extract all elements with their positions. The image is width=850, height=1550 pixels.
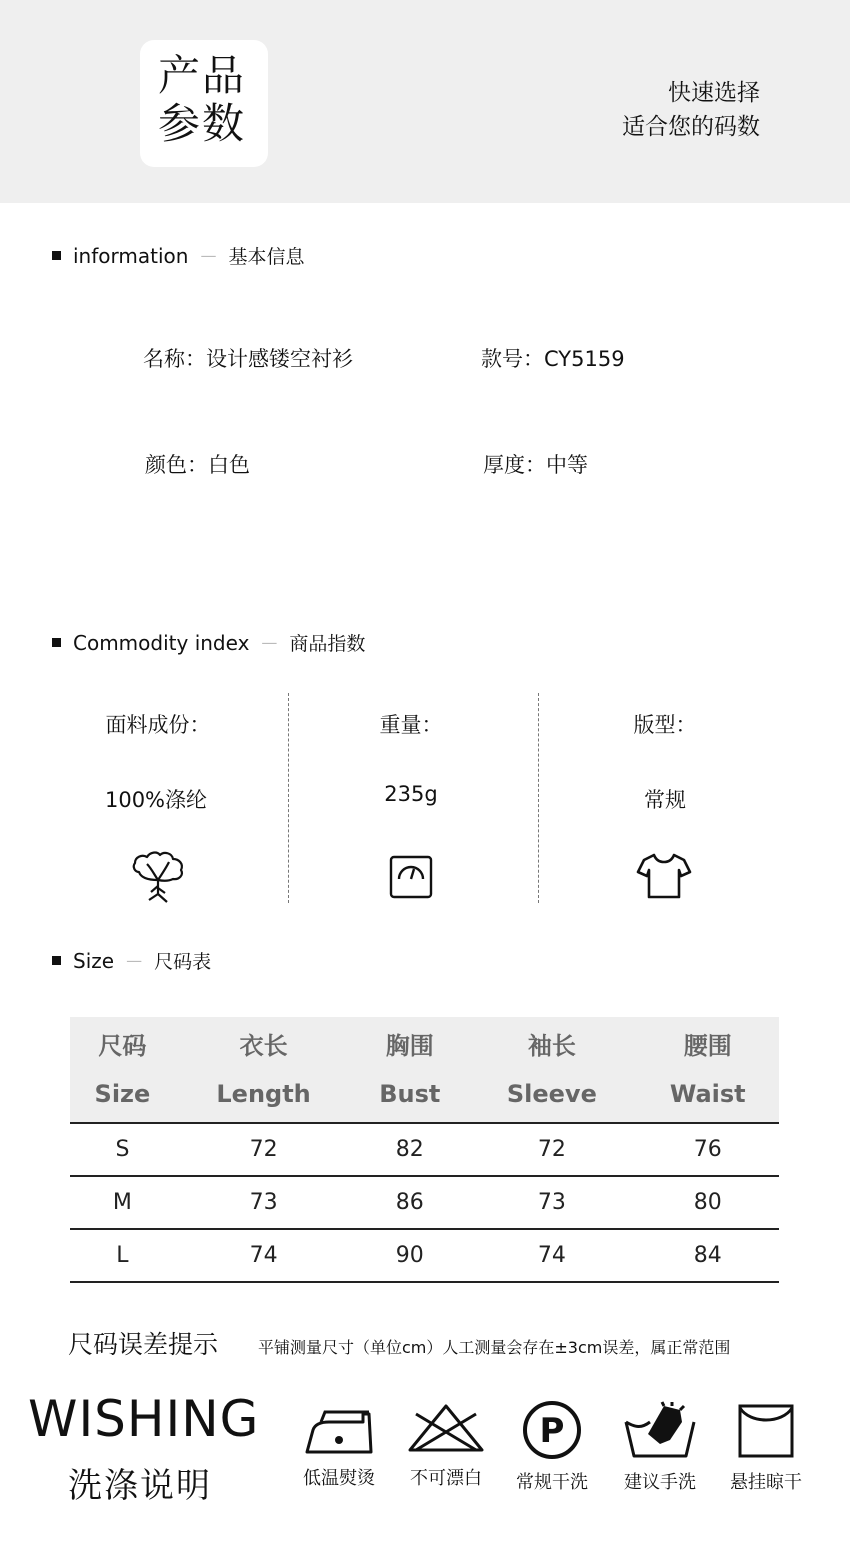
care-label: 常规干洗: [516, 1472, 588, 1493]
header-bust-zh: 胸围: [385, 1032, 434, 1060]
table-cell: S: [70, 1123, 175, 1176]
bullet-square-icon: [52, 638, 61, 647]
section-en: information: [73, 243, 189, 268]
table-cell: L: [70, 1229, 175, 1282]
care-label: 低温熨烫: [303, 1468, 375, 1489]
section-divider: —: [200, 246, 217, 265]
bullet-square-icon: [52, 956, 61, 965]
table-cell: 90: [352, 1229, 467, 1282]
size-error-title: 尺码误差提示: [68, 1330, 219, 1359]
header-length-zh: 衣长: [239, 1032, 288, 1060]
material-value: 100%涤纶: [104, 788, 208, 812]
section-heading-size: [52, 947, 211, 974]
table-cell: 76: [636, 1123, 779, 1176]
section-divider: —: [126, 951, 143, 970]
section-en: Size: [73, 948, 115, 973]
product-name: 名称：设计感镂空衬衫: [143, 347, 353, 371]
table-cell: 72: [467, 1123, 636, 1176]
title-line1: 产品: [158, 51, 247, 100]
quick-select-tagline: [622, 76, 760, 144]
wash-title: 洗涤说明: [68, 1466, 212, 1506]
header-sleeve-zh: 袖长: [527, 1032, 576, 1060]
cotton-icon: [129, 850, 187, 906]
bullet-square-icon: [52, 251, 61, 260]
header-size-zh: 尺码: [98, 1032, 147, 1060]
table-cell: 73: [175, 1176, 352, 1229]
hand-wash-icon: [620, 1400, 700, 1460]
fit-label: 版型：: [633, 713, 697, 737]
dry-clean-icon: [522, 1400, 582, 1460]
care-item-no-bleach: [396, 1400, 496, 1490]
header-banner: [0, 0, 850, 203]
product-color: 颜色：白色: [145, 453, 250, 477]
care-label: 不可漂白: [410, 1468, 482, 1489]
fit-value: 常规: [644, 788, 686, 812]
product-thickness: 厚度：中等: [483, 453, 588, 477]
table-cell: 74: [175, 1229, 352, 1282]
care-label: 悬挂晾干: [730, 1472, 802, 1493]
care-label: 建议手洗: [624, 1472, 696, 1493]
header-size-en: Size: [94, 1080, 151, 1108]
tshirt-icon: [636, 852, 692, 900]
tagline-line1: 快速选择: [668, 80, 760, 106]
no-bleach-icon: [402, 1400, 490, 1456]
table-cell: 74: [467, 1229, 636, 1282]
table-cell: 84: [636, 1229, 779, 1282]
svg-text:P: P: [539, 1411, 565, 1451]
table-cell: M: [70, 1176, 175, 1229]
header-sleeve-en: Sleeve: [506, 1080, 597, 1108]
table-cell: 80: [636, 1176, 779, 1229]
table-cell: 72: [175, 1123, 352, 1176]
section-zh: 基本信息: [228, 246, 305, 268]
column-divider: [288, 693, 289, 903]
table-row: [70, 1176, 779, 1229]
table-header-row-zh: [70, 1017, 779, 1070]
size-chart-table: [70, 1017, 779, 1283]
section-zh: 商品指数: [289, 633, 366, 655]
care-item-line-dry: [716, 1400, 816, 1494]
page-title: [140, 40, 268, 167]
section-heading-information: [52, 242, 304, 269]
weight-label: 重量：: [379, 713, 443, 737]
scale-icon: [389, 855, 433, 899]
header-waist-zh: 腰围: [683, 1032, 732, 1060]
section-divider: —: [261, 633, 278, 652]
header-bust-en: Bust: [379, 1080, 441, 1108]
tagline-line2: 适合您的码数: [622, 114, 760, 140]
table-row: [70, 1123, 779, 1176]
table-row: [70, 1229, 779, 1282]
care-item-hand-wash: [610, 1400, 710, 1494]
brand-wordmark: WISHING: [28, 1390, 260, 1448]
table-cell: 82: [352, 1123, 467, 1176]
care-item-dry-clean: [502, 1400, 602, 1494]
table-cell: 86: [352, 1176, 467, 1229]
title-line2: 参数: [158, 99, 247, 148]
line-dry-icon: [736, 1400, 796, 1460]
material-label: 面料成份：: [105, 713, 211, 737]
table-cell: 73: [467, 1176, 636, 1229]
weight-value: 235g: [384, 782, 438, 806]
table-header-row-en: [70, 1070, 779, 1123]
size-error-text: 平铺测量尺寸（单位cm）人工测量会存在±3cm误差，属正常范围: [258, 1338, 731, 1357]
care-item-iron: [289, 1400, 389, 1490]
column-divider: [538, 693, 539, 903]
style-number: 款号：CY5159: [481, 347, 625, 371]
header-waist-en: Waist: [669, 1080, 746, 1108]
iron-low-icon: [299, 1400, 379, 1456]
header-length-en: Length: [216, 1080, 311, 1108]
section-zh: 尺码表: [154, 951, 212, 973]
section-en: Commodity index: [73, 630, 250, 655]
section-heading-commodity: [52, 629, 365, 656]
